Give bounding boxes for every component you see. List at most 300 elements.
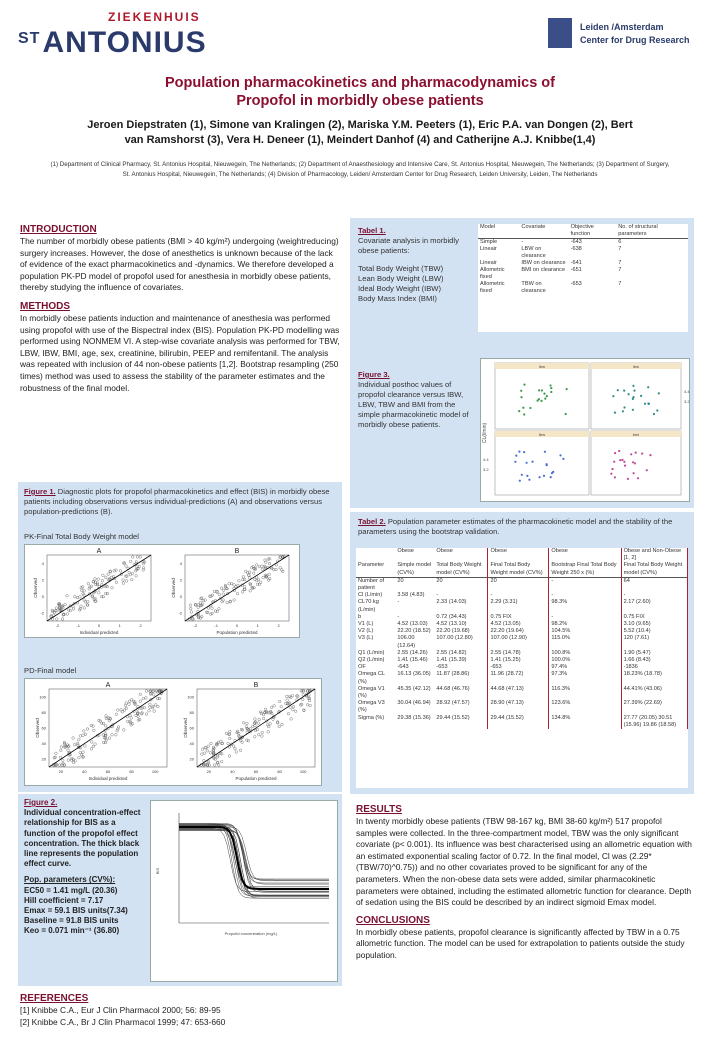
figure1-xtick: -2 <box>55 623 60 628</box>
table-cell: 3.58 (4.83) <box>397 592 425 599</box>
figure1-xtick: 40 <box>82 769 87 774</box>
reference-item: [2] Knibbe C.A., Br J Clin Pharmacol 1999; 47: 653-660 <box>20 1016 226 1027</box>
figure2-population-curve <box>179 827 329 889</box>
lacdr-line1: Leiden /Amsterdam <box>580 22 664 32</box>
figure1-xtick: 1 <box>118 623 121 628</box>
tabel1-table <box>478 224 688 295</box>
figure3-point <box>529 407 531 409</box>
figure3-point <box>632 396 634 398</box>
table-cell: 1.41 (15.25) <box>488 657 549 664</box>
authors-line2: van Ramshorst (3), Vera H. Deneer (1), Meindert Danhof (4) and Catherijne A.J. Knibbe(1,4) <box>124 134 596 146</box>
table-cell: 100.8% <box>551 649 571 656</box>
figure1-xtick: 40 <box>230 769 235 774</box>
tabel1-header-row <box>478 224 688 239</box>
table-row <box>356 628 688 635</box>
table-cell: 45.35 (42.12) <box>397 685 431 692</box>
table-cell: - <box>551 592 554 599</box>
figure3-point <box>546 464 548 466</box>
table-row <box>356 671 688 685</box>
figure3-point <box>649 454 651 456</box>
table-cell: Omega V3 (%) <box>358 700 385 714</box>
tabel1-table-wrap <box>478 224 688 332</box>
table-cell: Parameter <box>358 562 385 569</box>
references-heading: REFERENCES <box>20 993 89 1004</box>
figure1-ytick: 40 <box>41 741 46 747</box>
figure2-individual-curve <box>179 826 329 896</box>
figure3-svg <box>481 359 689 501</box>
table-cell: Bootstrap Final Total Body Weight 250 x (%) <box>551 562 617 576</box>
figure1-caption-text: Diagnostic plots for propofol pharmacokinetics and effect (BIS) in morbidly obese patients including observations versus individual-predictions (A) and observations versus population-predictions (B). <box>24 487 330 516</box>
figure2-param: Hill coefficient = 7.17 <box>24 895 104 905</box>
table-cell: Obese <box>436 548 453 554</box>
table-cell: 7 <box>618 260 622 266</box>
figure3-panel-title: ibw <box>632 364 640 369</box>
figure1-ytick: 0 <box>41 593 44 599</box>
figure3-point <box>618 450 620 452</box>
table-cell: 98.2% <box>551 621 568 628</box>
table-cell: TBW on clearance <box>521 281 546 294</box>
tabel2-table <box>356 548 688 729</box>
table-cell: - <box>397 599 400 606</box>
figure3-point <box>647 386 649 388</box>
figure3-point <box>630 453 632 455</box>
figure1-ytick: 4 <box>41 560 44 566</box>
figure3-point <box>628 393 630 395</box>
figure3-ylabel: CL(l/min) <box>482 422 488 444</box>
table-cell: 16.13 (36.05) <box>397 671 431 678</box>
results-conclusions-block <box>356 804 692 962</box>
figure1-xtick: 100 <box>151 769 159 774</box>
table-cell: Simple <box>480 239 498 245</box>
figure3-point <box>543 393 545 395</box>
table-cell: 104.5% <box>551 628 571 635</box>
table-cell: - <box>551 577 554 584</box>
table-cell <box>356 548 395 562</box>
figure3-point <box>550 476 552 478</box>
table-row <box>478 260 688 267</box>
figure3-point <box>621 459 623 461</box>
figure3-point <box>518 410 520 412</box>
table-cell: -643 <box>397 664 409 671</box>
tabel1-def: Total Body Weight (TBW) <box>358 264 444 273</box>
figure2-individual-curve <box>179 823 329 889</box>
logo-lacdr <box>548 18 698 52</box>
figure3-point <box>646 469 648 471</box>
figure3-point <box>623 406 625 408</box>
figure1-ytick: 4 <box>179 560 182 566</box>
table-row <box>356 621 688 628</box>
table-cell: Allometric fixed <box>480 267 505 280</box>
tabel2-table-wrap <box>356 548 688 788</box>
table-cell: -653 <box>488 664 549 671</box>
figure3-point <box>614 476 616 478</box>
figure1-ytick: 60 <box>41 725 46 731</box>
figure1-ytick: 80 <box>189 709 194 715</box>
table-cell: 107.00 (12.90) <box>488 635 549 649</box>
figure3-point <box>549 384 551 386</box>
table-cell: -638 <box>570 246 582 252</box>
table-cell: Q2 (L/min) <box>358 657 385 664</box>
figure3-point <box>610 473 612 475</box>
figure3-caption-label: Figure 3. <box>358 370 390 379</box>
figure2-individual-curve <box>179 828 329 896</box>
table-cell: 97.4% <box>551 664 568 671</box>
figure1-xlabel: Population predicted <box>216 630 258 635</box>
figure2-individual-curve <box>179 825 329 879</box>
table-cell: BMI on clearance <box>521 267 565 273</box>
figure1-xtick: 60 <box>253 769 259 774</box>
figure3-point <box>523 413 525 415</box>
table-row <box>356 686 688 700</box>
introduction-heading: INTRODUCTION <box>20 224 97 235</box>
table-cell: 7 <box>618 246 622 252</box>
figure1-ytick: -2 <box>178 610 182 616</box>
figure3-point <box>566 388 568 390</box>
figure3-point <box>523 451 525 453</box>
table-cell: 28.92 (47.57) <box>436 700 470 707</box>
figure3-point <box>540 400 542 402</box>
figure3-point <box>633 472 635 474</box>
figure2-panel <box>18 794 342 986</box>
figure1-xlabel: Population predicted <box>235 776 277 781</box>
figure3-point <box>612 395 614 397</box>
figure3-panel-frame <box>495 431 589 495</box>
figure1-xtick: 2 <box>277 623 280 628</box>
table-cell: 123.6% <box>551 700 571 707</box>
table-cell: -1836 <box>621 664 687 671</box>
figure3-caption-text: Individual posthoc values of propofol clearance versus IBW, LBW, TBW and BMI from the simple pharmacokinetic model of morbidly obese patients. <box>358 380 469 429</box>
table-cell: - <box>436 592 439 599</box>
figure3-point <box>640 395 642 397</box>
figure3-point <box>514 461 516 463</box>
table-cell: 7 <box>618 267 622 273</box>
figure1-xtick: 80 <box>277 769 282 774</box>
conclusions-text: In morbidly obese patients, propofol clearance is significantly affected by TBW in a 0.75 allometric function. The model can be used for extrapolation to patients outside the study population. <box>356 926 685 960</box>
tabel2-group-row <box>356 548 688 562</box>
figure3-point <box>546 395 548 397</box>
figure3-point <box>518 451 520 453</box>
table-cell: 22.20 (19.64) <box>488 628 549 635</box>
figure3-point <box>627 478 629 480</box>
table-cell: 4.52 (13.05) <box>488 621 549 628</box>
figure3-ytick: 4.4 <box>483 457 489 462</box>
table-cell: OF <box>358 664 366 671</box>
table-cell: Obese and Non-Obese [1, 2] <box>621 548 687 562</box>
figure3-point <box>658 392 660 394</box>
table-cell: Sigma (%) <box>358 714 385 721</box>
figure2-ylabel: BIS <box>155 867 160 875</box>
figure1-ytick: 2 <box>179 577 182 583</box>
figure3-point <box>614 412 616 414</box>
tabel1-definitions <box>358 264 476 304</box>
introduction-text: The number of morbidly obese patients (BMI > 40 kg/m²) undergoing (weightreducing) surgery increases. However, the dose of anesthetics is unknown because of the lack of evidence of the exact pharmacokinetics and -dynamics. We therefore developed a population PK-PD model of propofol used for anesthesia in morbidly obese patients, thereby studying the influence of covariates. <box>20 236 339 293</box>
tabel1-def: Body Mass Index (BMI) <box>358 294 437 303</box>
figure3-point <box>623 390 625 392</box>
figure3-panel-frame <box>495 363 589 429</box>
figure1-xtick: -2 <box>193 623 198 628</box>
figure3-point <box>617 389 619 391</box>
figure1-xtick: 20 <box>206 769 212 774</box>
authors <box>40 118 680 148</box>
table-cell: Obese <box>551 548 568 554</box>
table-row <box>356 614 688 621</box>
figure2-param: EC50 = 1.41 mg/L (20.36) <box>24 885 118 895</box>
table-cell: 134.8% <box>551 714 571 721</box>
table-cell: 44.68 (46.76) <box>436 685 470 692</box>
figure2-individual-curve <box>179 826 329 896</box>
table-cell: 98.3% <box>551 599 568 606</box>
figure3-plot <box>480 358 690 502</box>
figure2-individual-curve <box>179 824 329 898</box>
table-cell: 1.90 (5.47) <box>621 650 687 657</box>
table-row <box>356 664 688 671</box>
table-cell: 115.0% <box>551 635 570 642</box>
figure2-param: Baseline = 91.8 BIS units <box>24 916 119 926</box>
figure3-point <box>539 476 541 478</box>
table-cell: 27.77 (20.05) 30.51 (15.96) 19.86 (18.58) <box>621 715 687 729</box>
figure2-caption <box>24 798 146 937</box>
table-cell: Simple model (CV%) <box>397 562 432 576</box>
figure1-ylabel: Observed <box>33 578 38 598</box>
figure3-point <box>624 465 626 467</box>
table-cell: Omega V1 (%) <box>358 685 385 700</box>
table-cell: 30.04 (46.94) <box>397 700 431 707</box>
figure1-ytick: 100 <box>39 694 46 700</box>
figure3-point <box>526 475 528 477</box>
table-cell: -641 <box>570 260 582 266</box>
figure1-ytick: 2 <box>41 577 44 583</box>
table-cell: Cl (L/min) <box>358 592 383 599</box>
figure1-pd-label: PD-Final model <box>24 666 77 675</box>
title-line2: Propofol in morbidly obese patients <box>236 93 484 109</box>
figure3-point <box>622 410 624 412</box>
figure1-pk-plot <box>24 544 300 638</box>
figure3-point <box>550 391 552 393</box>
table-cell: -653 <box>436 664 448 671</box>
results-heading: RESULTS <box>356 804 402 815</box>
figure1-panel-label: A <box>105 682 111 689</box>
table-cell: 20 <box>488 577 549 592</box>
tabel1-figure3-panel <box>350 218 694 508</box>
table-cell: Allometric fixed <box>480 281 505 294</box>
figure1-xtick: 0 <box>235 623 239 628</box>
table-cell: 11.96 (28.72) <box>488 671 549 685</box>
table-cell: V3 (L) <box>358 635 374 642</box>
table-cell: - <box>621 592 687 599</box>
figure1-panel-label: B <box>234 548 240 555</box>
tabel2-caption <box>358 517 688 537</box>
table-cell: -643 <box>570 239 582 245</box>
conclusions-heading: CONCLUSIONS <box>356 914 430 926</box>
figure1-ytick: 0 <box>179 593 182 599</box>
figure3-point <box>520 390 522 392</box>
figure3-point <box>644 403 646 405</box>
results-text: In twenty morbidly obese patients (TBW 98-167 kg, BMI 38-60 kg/m²) 517 propofol samples were collected. In the three-compartment model, TBW was the only significant covariate (p< 0.001). Its influence was best characterised using an allometric equation with an estimated exponential scaling factor of 0.72. In the final model, Cl was (2.29*(TBW/70)^0.75)) and no other covariates proved to be significant for any of the parameters. When the non-obese data sets were added, similar pharmacokinetic parameters were obtained, including the estimated allometric function for clearance. Depth of sedation using the BIS could be described by an indirect sigmoid Emax model. <box>356 816 692 908</box>
tabel1-def: Lean Body Weight (LBW) <box>358 274 444 283</box>
figure1-xtick: 1 <box>256 623 259 628</box>
figure1-xlabel: Individual predicted <box>88 776 128 781</box>
tabel2-caption-text: Population parameter estimates of the pharmacokinetic model and the stability of the parameters using the bootstrap validation. <box>358 517 673 536</box>
figure3-panel-frame <box>591 431 681 495</box>
figure2-caption-text: Individual concentration-effect relationship for BIS as a function of the propofol effect concentration. The thick black line represents the population effect curve. <box>24 808 141 869</box>
table-cell: Final Total Body Weight model (CV%) <box>488 562 549 577</box>
figure3-point <box>543 475 545 477</box>
table-cell: 97.3% <box>551 671 568 678</box>
figure2-xlabel: Propofol concentration (mg/L) <box>224 931 278 936</box>
figure2-individual-curve <box>179 827 329 895</box>
figure1-xtick: -1 <box>76 623 80 628</box>
figure1-pd-svg <box>25 679 321 785</box>
figure1-panel-label: B <box>253 682 259 689</box>
table-row <box>356 577 688 592</box>
figure2-curves <box>179 823 329 898</box>
table-cell: 20 <box>397 577 404 584</box>
figure3-point <box>565 413 567 415</box>
title-line1: Population pharmacokinetics and pharmacodynamics of <box>165 75 555 91</box>
figure3-point <box>647 402 649 404</box>
references-block <box>20 993 340 1028</box>
table-cell: 120 (7.61) <box>621 635 687 649</box>
methods-text: In morbidly obese patients induction and maintenance of anesthesia was performed using propofol with use of the Bispectral index (BIS). Population PK-PD modelling was performed using NONMEM VI. A step-wise covariate analysis was performed for TBW, LBW, IBW, BMI, age, sex, creatinine, bilirubin, PEEP and remifentanil. The analysis was repeated with inclusion of 44 non-obese patients [1,2]. Bootstrap resampling (250 times) method was used to assess the stability of the parameter estimates and the robustness of the final model. <box>20 312 340 393</box>
figure1-ytick: 20 <box>189 756 194 762</box>
figure3-point <box>653 413 655 415</box>
table-cell: 0.75 FIX <box>488 614 549 621</box>
figure3-point <box>613 461 615 463</box>
figure3-point <box>634 462 636 464</box>
table-cell: 22.20 (18.52) <box>397 628 431 635</box>
table-cell: 5.52 (10.4) <box>621 628 687 635</box>
figure3-point <box>632 385 634 387</box>
figure1-ytick: -2 <box>40 610 44 616</box>
figure2-param: Emax = 59.1 BIS units(7.34) <box>24 906 128 916</box>
figure1-xtick: 20 <box>58 769 64 774</box>
table-cell: - <box>488 592 549 599</box>
table-cell: 106.00 (12.64) <box>397 635 416 649</box>
table-cell: 29.44 (15.52) <box>488 715 549 729</box>
intro-methods-block <box>20 224 340 394</box>
table-cell: 2.55 (14.82) <box>436 649 467 656</box>
figure2-params-title: Pop. parameters (CV%): <box>24 875 116 885</box>
table-cell: - <box>397 613 400 620</box>
tabel1-caption <box>358 226 476 304</box>
figure3-point <box>641 453 643 455</box>
tabel2-header-row <box>356 562 688 577</box>
figure3-caption <box>358 370 470 430</box>
figure2-individual-curve <box>179 827 329 896</box>
figure3-point <box>656 409 658 411</box>
table-cell: 2.17 (2.60) <box>621 599 687 613</box>
figure3-point <box>528 479 530 481</box>
figure2-individual-curve <box>179 824 329 896</box>
figure3-point <box>526 462 528 464</box>
figure3-point <box>519 480 521 482</box>
table-row <box>356 635 688 649</box>
tabel1-caption-text: Covariate analysis in morbidly obese patients: <box>358 236 459 255</box>
figure3-point <box>562 458 564 460</box>
figure1-caption <box>24 487 336 517</box>
tabel1-caption-label: Tabel 1. <box>358 226 386 235</box>
figure3-point <box>633 390 635 392</box>
table-cell: 6 <box>618 239 622 245</box>
table-cell: 4.52 (13.03) <box>397 621 428 628</box>
figure1-ylabel: Observed <box>183 718 188 738</box>
figure3-point <box>637 477 639 479</box>
reference-item: [1] Knibbe C.A., Eur J Clin Pharmacol 2000; 56: 89-95 <box>20 1005 221 1015</box>
logo-hospital-label: ZIEKENHUIS <box>108 10 201 24</box>
figure3-point <box>537 400 539 402</box>
table-row <box>478 246 688 260</box>
figure1-xtick: 0 <box>97 623 101 628</box>
table-cell: Lineair <box>480 246 497 252</box>
table-row <box>356 657 688 664</box>
lacdr-emblem-icon <box>548 18 572 48</box>
figure3-point <box>544 451 546 453</box>
affiliations: (1) Department of Clinical Pharmacy, St. Antonius Hospital, Nieuwegein, The Netherlands; (2) Department of Anaesthesiology and Intensive Care, St. Antonius Hospital, Nieuwegein, The Netherlands; (3) Department of Surgery, St. Antonius Hospital, Nieuwegein, The Netherlands; (4) Division of Pharmacology, Leiden/ Amsterdam Center for Drug Research, Leiden University, Leiden, The Netherlands <box>50 161 670 178</box>
table-cell: -651 <box>570 267 582 273</box>
figure2-individual-curve <box>179 830 329 891</box>
table-cell: 3.10 (9.65) <box>621 621 687 628</box>
figure1-pk-label: PK-Final Total Body Weight model <box>24 532 139 541</box>
table-cell: 44.68 (47.13) <box>488 686 549 700</box>
figure1-xlabel: Individual predicted <box>79 630 119 635</box>
logo-st-antonius <box>18 26 207 60</box>
figure3-point <box>552 471 554 473</box>
figure3-point <box>544 398 546 400</box>
figure1-xtick: 80 <box>129 769 134 774</box>
table-cell: 29.44 (15.52) <box>436 714 470 721</box>
figure1-ytick: 40 <box>189 741 194 747</box>
figure2-individual-curve <box>179 831 329 885</box>
figure3-point <box>515 455 517 457</box>
table-cell: 20 <box>436 577 443 584</box>
tabel1-header-cell: Covariate <box>521 224 546 230</box>
table-cell: 29.38 (15.36) <box>397 714 431 721</box>
authors-line1: Jeroen Diepstraten (1), Simone van Kralingen (2), Mariska Y.M. Peeters (1), Eric P.A. van Dongen (2), Bert <box>87 119 633 131</box>
figure2-individual-curve <box>179 824 329 892</box>
figure3-point <box>538 389 540 391</box>
figure2-individual-curve <box>179 829 329 880</box>
table-cell: Lineair <box>480 260 497 266</box>
table-cell: 7 <box>618 281 622 287</box>
table-cell: 1.41 (15.46) <box>397 657 428 664</box>
figure3-point <box>623 461 625 463</box>
figure2-svg <box>151 801 337 981</box>
figure3-point <box>531 461 533 463</box>
table-cell: Obese <box>397 548 414 554</box>
figure3-panel-title: bmi <box>632 432 640 437</box>
figure2-individual-curve <box>179 827 329 881</box>
table-cell: Number of patient <box>358 577 385 592</box>
table-cell: 11.87 (28.86) <box>436 671 470 678</box>
table-cell: 22.20 (19.68) <box>436 628 470 635</box>
table-cell: 0.72 (34.43) <box>436 613 467 620</box>
table-cell: 2.33 (14.03) <box>436 599 467 606</box>
table-cell: Obese <box>488 548 549 562</box>
figure3-point <box>559 454 561 456</box>
table-cell: 2.55 (14.78) <box>488 650 549 657</box>
tabel1-header-cell: No. of structural parameters <box>618 224 658 237</box>
figure1-ytick: 100 <box>187 694 194 700</box>
table-cell: 0.75 FIX <box>621 614 687 621</box>
table-cell: 107.00 (12.80) <box>436 635 473 642</box>
figure1-pd-plot <box>24 678 322 786</box>
figure2-caption-label: Figure 2. <box>24 798 58 807</box>
figure3-point <box>635 452 637 454</box>
figure3-point <box>632 409 634 411</box>
table-row <box>356 599 688 613</box>
figure3-ytick: 3.2 <box>483 467 489 472</box>
table-cell: 28.90 (47.13) <box>488 700 549 714</box>
